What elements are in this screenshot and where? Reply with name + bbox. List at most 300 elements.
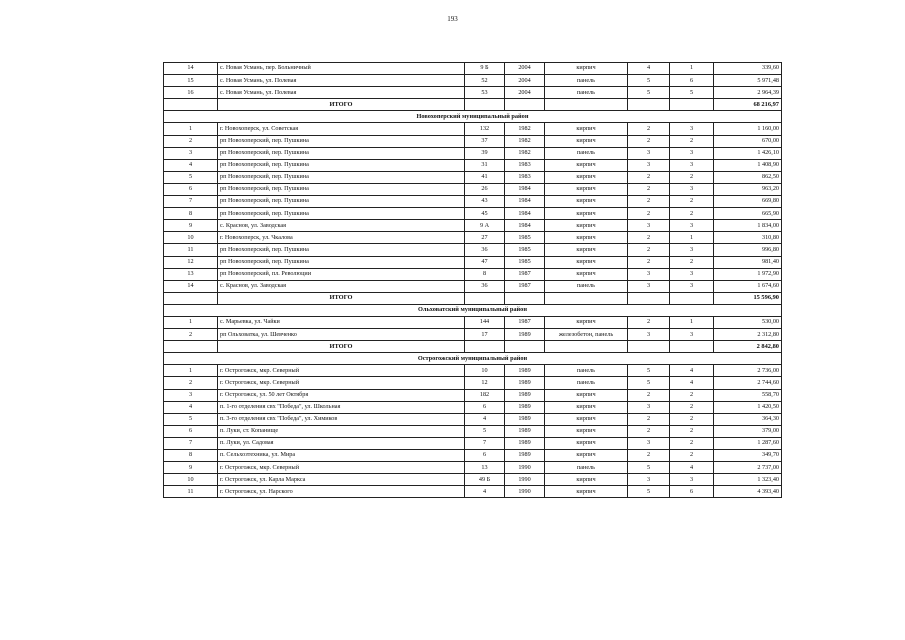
cell-row-number: 3 [164, 389, 218, 401]
cell-entrances: 2 [670, 425, 714, 437]
cell-floors: 3 [628, 329, 670, 341]
cell-year-built: 1984 [505, 220, 545, 232]
total-empty-cell [628, 292, 670, 304]
cell-entrances: 2 [670, 135, 714, 147]
cell-wall-material: кирпич [545, 208, 628, 220]
cell-wall-material: кирпич [545, 389, 628, 401]
cell-row-number: 2 [164, 377, 218, 389]
cell-row-number: 5 [164, 413, 218, 425]
table-row [164, 244, 782, 256]
cell-area: 364,30 [714, 413, 782, 425]
cell-address: рп Новохоперский, пер. Пушкина [218, 183, 465, 195]
cell-row-number: 1 [164, 365, 218, 377]
cell-entrances: 3 [670, 280, 714, 292]
cell-entrances: 2 [670, 196, 714, 208]
cell-year-built: 1989 [505, 329, 545, 341]
cell-area: 1 426,10 [714, 147, 782, 159]
cell-entrances: 3 [670, 123, 714, 135]
cell-address: г. Острогожск, ул. Карла Маркса [218, 474, 465, 486]
total-empty-cell [505, 99, 545, 111]
cell-address: с. Новая Усмань, ул. Полевая [218, 87, 465, 99]
cell-area: 1 420,50 [714, 401, 782, 413]
cell-address: г. Острогожск, ул. 50 лет Октября [218, 389, 465, 401]
cell-year-built: 1989 [505, 437, 545, 449]
cell-wall-material: кирпич [545, 244, 628, 256]
cell-house-number: 41 [465, 171, 505, 183]
table-row [164, 377, 782, 389]
cell-row-number: 4 [164, 401, 218, 413]
cell-address: г. Острогожск, мкр. Северный [218, 377, 465, 389]
cell-entrances: 4 [670, 377, 714, 389]
total-empty-cell [164, 99, 218, 111]
cell-floors: 2 [628, 450, 670, 462]
cell-entrances: 2 [670, 171, 714, 183]
cell-address: рп Новохоперский, пер. Пушкина [218, 244, 465, 256]
cell-entrances: 3 [670, 268, 714, 280]
cell-wall-material: железобетон, панель [545, 329, 628, 341]
cell-address: с. Марьевка, ул. Чайки [218, 316, 465, 328]
table-row [164, 196, 782, 208]
cell-area: 1 408,90 [714, 159, 782, 171]
cell-row-number: 7 [164, 437, 218, 449]
cell-floors: 2 [628, 256, 670, 268]
district-name: Новохоперский муниципальный район [164, 111, 782, 123]
cell-entrances: 4 [670, 462, 714, 474]
cell-entrances: 2 [670, 208, 714, 220]
total-label: ИТОГО [218, 292, 465, 304]
cell-floors: 2 [628, 135, 670, 147]
cell-floors: 3 [628, 159, 670, 171]
cell-row-number: 16 [164, 87, 218, 99]
cell-area: 558,70 [714, 389, 782, 401]
cell-house-number: 5 [465, 425, 505, 437]
cell-year-built: 1984 [505, 183, 545, 195]
cell-area: 2 312,80 [714, 329, 782, 341]
cell-year-built: 2004 [505, 75, 545, 87]
cell-floors: 2 [628, 316, 670, 328]
cell-floors: 3 [628, 474, 670, 486]
table-row [164, 147, 782, 159]
cell-entrances: 5 [670, 87, 714, 99]
cell-entrances: 1 [670, 316, 714, 328]
cell-entrances: 6 [670, 486, 714, 498]
cell-house-number: 12 [465, 377, 505, 389]
total-empty-cell [164, 341, 218, 353]
cell-wall-material: кирпич [545, 183, 628, 195]
total-empty-cell [670, 292, 714, 304]
cell-area: 1 972,90 [714, 268, 782, 280]
total-empty-cell [670, 341, 714, 353]
cell-house-number: 6 [465, 401, 505, 413]
cell-house-number: 182 [465, 389, 505, 401]
district-header-row [164, 304, 782, 316]
cell-year-built: 1982 [505, 123, 545, 135]
cell-row-number: 1 [164, 316, 218, 328]
table-row [164, 280, 782, 292]
cell-row-number: 6 [164, 425, 218, 437]
cell-address: п. 1-го отделения свх "Победа", ул. Школьная [218, 401, 465, 413]
district-header-row [164, 353, 782, 365]
cell-entrances: 2 [670, 437, 714, 449]
cell-address: рп Новохоперский, пер. Пушкина [218, 159, 465, 171]
cell-area: 665,90 [714, 208, 782, 220]
cell-area: 996,80 [714, 244, 782, 256]
cell-floors: 3 [628, 280, 670, 292]
cell-row-number: 10 [164, 474, 218, 486]
table-row [164, 462, 782, 474]
cell-entrances: 3 [670, 159, 714, 171]
cell-wall-material: кирпич [545, 437, 628, 449]
cell-year-built: 1989 [505, 401, 545, 413]
cell-area: 669,80 [714, 196, 782, 208]
cell-year-built: 1989 [505, 413, 545, 425]
cell-year-built: 1985 [505, 232, 545, 244]
cell-address: п. Луки, ст. Копанище [218, 425, 465, 437]
cell-house-number: 10 [465, 365, 505, 377]
total-empty-cell [670, 99, 714, 111]
cell-area: 981,40 [714, 256, 782, 268]
cell-wall-material: кирпич [545, 486, 628, 498]
cell-address: рп Новохоперский, пер. Пушкина [218, 171, 465, 183]
cell-year-built: 1985 [505, 244, 545, 256]
cell-address: с. Краснов, ул. Заводская [218, 220, 465, 232]
cell-year-built: 1982 [505, 135, 545, 147]
total-empty-cell [628, 99, 670, 111]
cell-year-built: 1989 [505, 377, 545, 389]
cell-area: 4 393,40 [714, 486, 782, 498]
cell-wall-material: кирпич [545, 474, 628, 486]
total-row [164, 341, 782, 353]
cell-house-number: 43 [465, 196, 505, 208]
cell-entrances: 3 [670, 474, 714, 486]
cell-row-number: 12 [164, 256, 218, 268]
cell-area: 310,80 [714, 232, 782, 244]
total-empty-cell [505, 341, 545, 353]
cell-row-number: 9 [164, 462, 218, 474]
cell-wall-material: кирпич [545, 232, 628, 244]
cell-house-number: 7 [465, 437, 505, 449]
cell-house-number: 4 [465, 413, 505, 425]
cell-house-number: 47 [465, 256, 505, 268]
cell-address: п. Луки, ул. Садовая [218, 437, 465, 449]
cell-house-number: 132 [465, 123, 505, 135]
cell-floors: 2 [628, 196, 670, 208]
cell-year-built: 1983 [505, 171, 545, 183]
cell-floors: 3 [628, 147, 670, 159]
district-header-row [164, 111, 782, 123]
cell-row-number: 5 [164, 171, 218, 183]
cell-wall-material: панель [545, 87, 628, 99]
cell-area: 1 323,40 [714, 474, 782, 486]
table-row [164, 316, 782, 328]
cell-year-built: 2004 [505, 87, 545, 99]
cell-year-built: 1987 [505, 280, 545, 292]
cell-row-number: 15 [164, 75, 218, 87]
cell-house-number: 13 [465, 462, 505, 474]
cell-area: 530,00 [714, 316, 782, 328]
cell-entrances: 1 [670, 63, 714, 75]
total-row [164, 99, 782, 111]
table-row [164, 486, 782, 498]
cell-address: рп Новохоперский, пер. Пушкина [218, 256, 465, 268]
cell-row-number: 11 [164, 244, 218, 256]
cell-house-number: 4 [465, 486, 505, 498]
cell-address: п. 3-го отделения свх "Победа", ул. Химиков [218, 413, 465, 425]
cell-house-number: 53 [465, 87, 505, 99]
cell-wall-material: кирпич [545, 63, 628, 75]
table-row [164, 425, 782, 437]
cell-floors: 3 [628, 268, 670, 280]
cell-address: рп Новохоперский, пер. Пушкина [218, 196, 465, 208]
cell-entrances: 1 [670, 232, 714, 244]
cell-row-number: 1 [164, 123, 218, 135]
cell-address: г. Острогожск, мкр. Северный [218, 365, 465, 377]
cell-entrances: 2 [670, 256, 714, 268]
cell-area: 379,00 [714, 425, 782, 437]
cell-floors: 3 [628, 401, 670, 413]
cell-address: рп Новохоперский, пер. Пушкина [218, 208, 465, 220]
total-row [164, 292, 782, 304]
cell-house-number: 36 [465, 244, 505, 256]
cell-wall-material: кирпич [545, 220, 628, 232]
table-row [164, 135, 782, 147]
cell-floors: 2 [628, 425, 670, 437]
cell-address: г. Острогожск, ул. Нарского [218, 486, 465, 498]
cell-address: с. Новая Усмань, ул. Полевая [218, 75, 465, 87]
cell-year-built: 1989 [505, 450, 545, 462]
cell-address: г. Новохоперск, ул. Советская [218, 123, 465, 135]
cell-floors: 2 [628, 244, 670, 256]
cell-address: рп Новохоперский, пер. Пушкина [218, 147, 465, 159]
total-empty-cell [545, 341, 628, 353]
cell-area: 670,00 [714, 135, 782, 147]
cell-row-number: 9 [164, 220, 218, 232]
total-empty-cell [505, 292, 545, 304]
cell-floors: 2 [628, 413, 670, 425]
district-name: Ольховатский муниципальный район [164, 304, 782, 316]
cell-house-number: 9 Б [465, 63, 505, 75]
page-number: 193 [447, 15, 458, 23]
cell-entrances: 3 [670, 183, 714, 195]
cell-house-number: 39 [465, 147, 505, 159]
cell-wall-material: кирпич [545, 316, 628, 328]
table-row [164, 474, 782, 486]
cell-house-number: 6 [465, 450, 505, 462]
cell-house-number: 26 [465, 183, 505, 195]
table-row [164, 437, 782, 449]
cell-row-number: 2 [164, 135, 218, 147]
cell-entrances: 3 [670, 220, 714, 232]
total-value: 68 216,97 [714, 99, 782, 111]
cell-wall-material: кирпич [545, 256, 628, 268]
cell-row-number: 14 [164, 280, 218, 292]
cell-row-number: 4 [164, 159, 218, 171]
cell-area: 1 834,00 [714, 220, 782, 232]
cell-wall-material: кирпич [545, 196, 628, 208]
total-empty-cell [545, 292, 628, 304]
cell-year-built: 1989 [505, 389, 545, 401]
cell-house-number: 52 [465, 75, 505, 87]
cell-floors: 2 [628, 208, 670, 220]
cell-floors: 2 [628, 389, 670, 401]
cell-wall-material: кирпич [545, 401, 628, 413]
cell-wall-material: кирпич [545, 159, 628, 171]
cell-area: 1 674,60 [714, 280, 782, 292]
cell-wall-material: кирпич [545, 413, 628, 425]
cell-entrances: 2 [670, 389, 714, 401]
cell-year-built: 1984 [505, 196, 545, 208]
cell-entrances: 3 [670, 244, 714, 256]
cell-house-number: 45 [465, 208, 505, 220]
total-label: ИТОГО [218, 99, 465, 111]
cell-wall-material: панель [545, 377, 628, 389]
cell-wall-material: кирпич [545, 171, 628, 183]
cell-address: с. Новая Усмань, пер. Больничный [218, 63, 465, 75]
total-empty-cell [465, 292, 505, 304]
table-row [164, 256, 782, 268]
cell-wall-material: кирпич [545, 123, 628, 135]
cell-wall-material: панель [545, 365, 628, 377]
cell-address: рп Новохоперский, пер. Пушкина [218, 135, 465, 147]
cell-entrances: 2 [670, 413, 714, 425]
cell-floors: 2 [628, 183, 670, 195]
cell-year-built: 1990 [505, 486, 545, 498]
cell-floors: 5 [628, 377, 670, 389]
table-row [164, 232, 782, 244]
cell-entrances: 6 [670, 75, 714, 87]
table-row [164, 450, 782, 462]
cell-house-number: 36 [465, 280, 505, 292]
cell-area: 339,60 [714, 63, 782, 75]
cell-area: 2 964,39 [714, 87, 782, 99]
table-row [164, 87, 782, 99]
table-row [164, 401, 782, 413]
cell-address: г. Новохоперск, ул. Чкалова [218, 232, 465, 244]
cell-row-number: 8 [164, 208, 218, 220]
cell-address: с. Краснов, ул. Заводская [218, 280, 465, 292]
cell-year-built: 2004 [505, 63, 545, 75]
cell-address: п. Сельхозтехника, ул. Мира [218, 450, 465, 462]
table-row [164, 365, 782, 377]
cell-row-number: 2 [164, 329, 218, 341]
total-value: 2 842,80 [714, 341, 782, 353]
cell-wall-material: панель [545, 75, 628, 87]
cell-year-built: 1984 [505, 208, 545, 220]
cell-house-number: 27 [465, 232, 505, 244]
total-empty-cell [545, 99, 628, 111]
cell-entrances: 2 [670, 450, 714, 462]
cell-floors: 2 [628, 123, 670, 135]
cell-floors: 5 [628, 486, 670, 498]
cell-area: 349,70 [714, 450, 782, 462]
cell-floors: 3 [628, 437, 670, 449]
table-row [164, 63, 782, 75]
cell-wall-material: кирпич [545, 450, 628, 462]
table-row [164, 159, 782, 171]
cell-floors: 5 [628, 75, 670, 87]
cell-wall-material: панель [545, 280, 628, 292]
cell-year-built: 1987 [505, 268, 545, 280]
cell-year-built: 1983 [505, 159, 545, 171]
cell-row-number: 3 [164, 147, 218, 159]
cell-year-built: 1989 [505, 365, 545, 377]
cell-house-number: 9 А [465, 220, 505, 232]
cell-house-number: 17 [465, 329, 505, 341]
cell-house-number: 8 [465, 268, 505, 280]
table-row [164, 268, 782, 280]
cell-floors: 2 [628, 171, 670, 183]
total-empty-cell [164, 292, 218, 304]
cell-area: 963,20 [714, 183, 782, 195]
total-label: ИТОГО [218, 341, 465, 353]
cell-wall-material: кирпич [545, 135, 628, 147]
cell-floors: 5 [628, 87, 670, 99]
cell-row-number: 6 [164, 183, 218, 195]
cell-area: 2 737,00 [714, 462, 782, 474]
cell-entrances: 3 [670, 147, 714, 159]
cell-address: г. Острогожск, мкр. Северный [218, 462, 465, 474]
cell-wall-material: кирпич [545, 425, 628, 437]
table-row [164, 220, 782, 232]
table-body [164, 63, 782, 498]
table-row [164, 329, 782, 341]
cell-row-number: 11 [164, 486, 218, 498]
cell-entrances: 2 [670, 401, 714, 413]
cell-house-number: 37 [465, 135, 505, 147]
cell-row-number: 8 [164, 450, 218, 462]
cell-row-number: 7 [164, 196, 218, 208]
cell-floors: 5 [628, 365, 670, 377]
total-value: 15 596,90 [714, 292, 782, 304]
cell-wall-material: кирпич [545, 268, 628, 280]
cell-wall-material: панель [545, 147, 628, 159]
cell-year-built: 1990 [505, 462, 545, 474]
table-row [164, 389, 782, 401]
cell-area: 2 744,60 [714, 377, 782, 389]
housing-register-table [163, 62, 782, 498]
cell-entrances: 3 [670, 329, 714, 341]
table-row [164, 208, 782, 220]
cell-house-number: 31 [465, 159, 505, 171]
cell-address: рп Ольховатка, ул. Шевченко [218, 329, 465, 341]
table-row [164, 123, 782, 135]
cell-area: 1 160,00 [714, 123, 782, 135]
cell-year-built: 1990 [505, 474, 545, 486]
cell-house-number: 144 [465, 316, 505, 328]
cell-row-number: 13 [164, 268, 218, 280]
cell-row-number: 14 [164, 63, 218, 75]
table-row [164, 75, 782, 87]
total-empty-cell [628, 341, 670, 353]
cell-area: 2 736,00 [714, 365, 782, 377]
cell-area: 5 971,48 [714, 75, 782, 87]
cell-area: 1 287,60 [714, 437, 782, 449]
total-empty-cell [465, 341, 505, 353]
cell-floors: 2 [628, 232, 670, 244]
cell-house-number: 49 Б [465, 474, 505, 486]
cell-address: рп Новохоперский, пл. Революции [218, 268, 465, 280]
table-row [164, 413, 782, 425]
cell-row-number: 10 [164, 232, 218, 244]
cell-year-built: 1989 [505, 425, 545, 437]
cell-floors: 4 [628, 63, 670, 75]
cell-year-built: 1985 [505, 256, 545, 268]
cell-year-built: 1982 [505, 147, 545, 159]
table-row [164, 183, 782, 195]
cell-year-built: 1987 [505, 316, 545, 328]
total-empty-cell [465, 99, 505, 111]
district-name: Острогожский муниципальный район [164, 353, 782, 365]
